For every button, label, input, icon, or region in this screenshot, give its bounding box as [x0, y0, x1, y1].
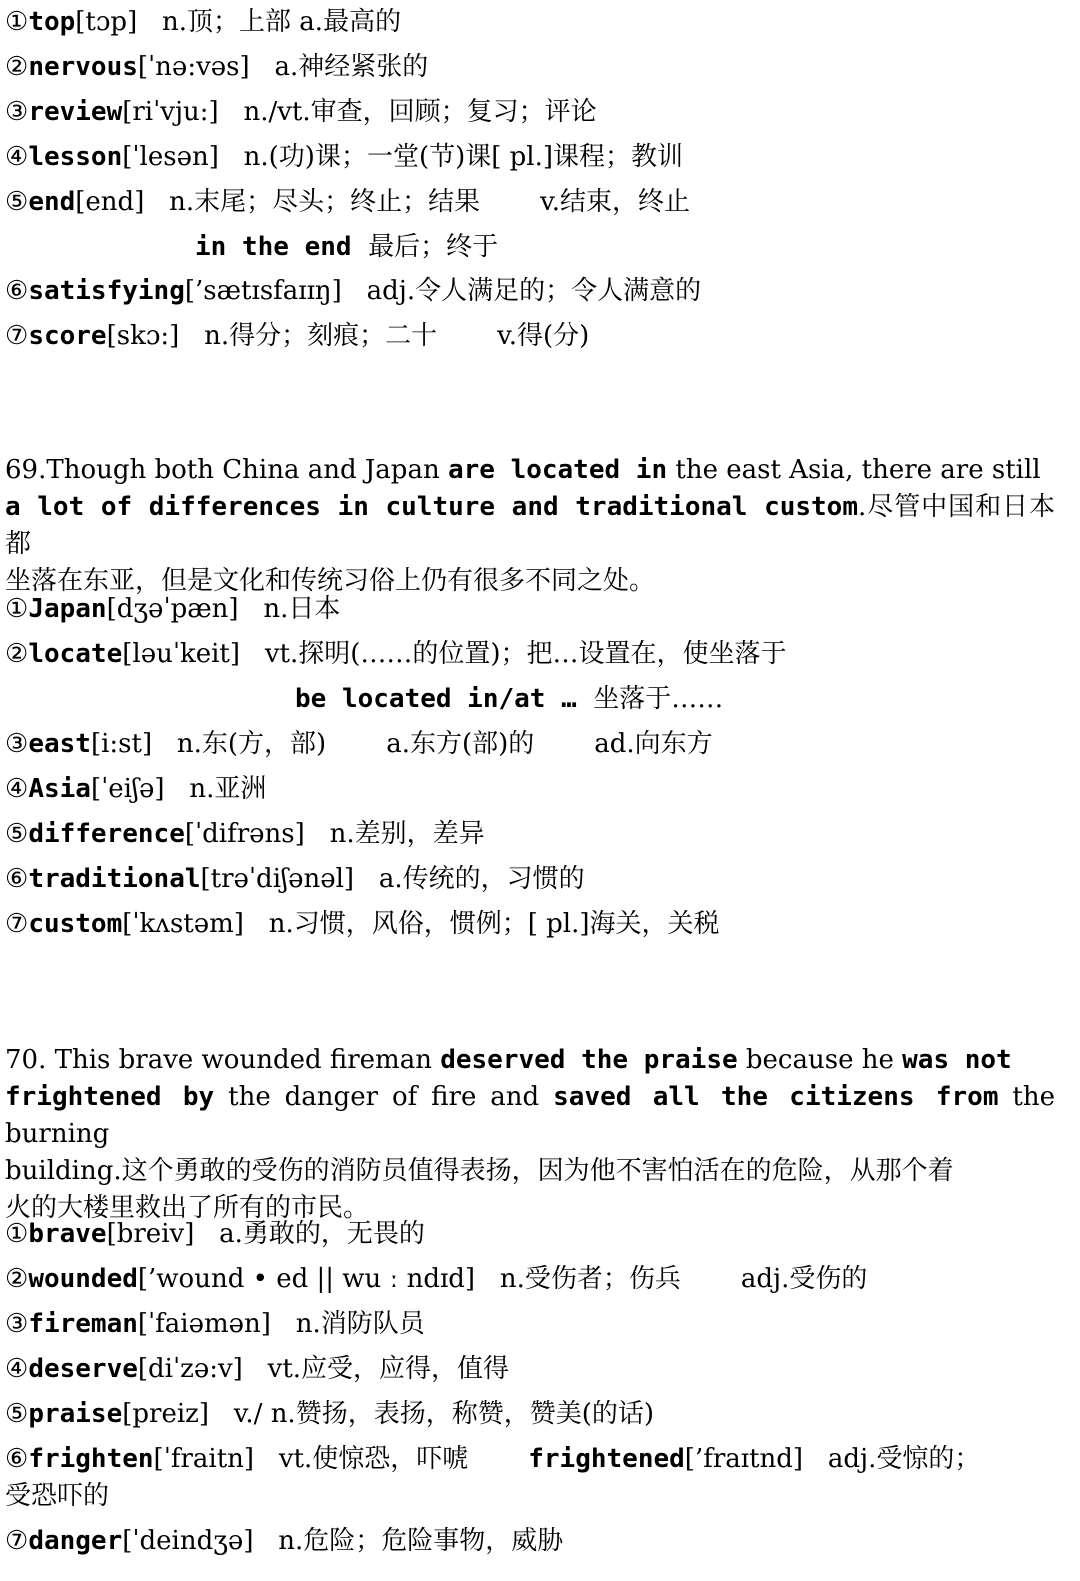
- entry-marker: ②: [5, 1264, 29, 1294]
- entry-word: fireman: [28, 1309, 138, 1339]
- entry-definition: adj.令人满足的；令人满意的: [366, 276, 702, 306]
- entry-word: praise: [28, 1399, 123, 1429]
- sentence-text: the east Asia, there are still: [667, 455, 1041, 485]
- sentence-text: This brave wounded fireman: [46, 1045, 441, 1075]
- entry-word: Asia: [28, 774, 91, 804]
- vocab-entry: [5, 277, 701, 307]
- entry-phonetic: [diˈzə:v]: [137, 1354, 243, 1384]
- entry-marker: ⑥: [5, 864, 29, 894]
- entry-definition: n.消防队员: [295, 1309, 425, 1339]
- vocab-entry: [5, 1445, 980, 1475]
- vocab-entry: [5, 865, 585, 895]
- entry-word: brave: [28, 1219, 107, 1249]
- phrase-entry: [195, 233, 498, 263]
- sentence-number: 70.: [5, 1045, 47, 1075]
- entry-word: danger: [28, 1526, 123, 1556]
- entry-marker: ⑦: [5, 321, 29, 351]
- entry-marker: ④: [5, 774, 29, 804]
- entry-phonetic: [dʒəˈpæn]: [106, 594, 239, 624]
- entry-phonetic: [riˈvju:]: [122, 97, 219, 127]
- entry-marker: ⑤: [5, 1399, 29, 1429]
- vocab-entry: [5, 143, 683, 173]
- sentence-text: because he: [737, 1045, 903, 1075]
- entry-marker: ⑦: [5, 909, 29, 939]
- key-phrase: deserved the praise: [440, 1045, 738, 1075]
- key-phrase: are located in: [447, 455, 668, 485]
- key-phrase: was not: [902, 1045, 1012, 1075]
- vocab-entry-continuation: [5, 1482, 109, 1512]
- entry-word-derived: frightened: [528, 1444, 685, 1474]
- phrase-definition: 最后；终于: [368, 232, 499, 262]
- vocab-entry: [5, 595, 340, 625]
- entry-word: deserve: [28, 1354, 138, 1384]
- sentence-translation: building.这个勇敢的受伤的消防员值得表扬，因为他不害怕活在的危险，从那个着: [5, 1156, 954, 1186]
- entry-definition: 受恐吓的: [5, 1481, 110, 1511]
- key-phrase: saved all the citizens from: [553, 1082, 999, 1112]
- entry-definition: n./vt.审查，回顾；复习；评论: [243, 97, 597, 127]
- entry-marker: ③: [5, 97, 29, 127]
- entry-definition-verb: v.得(分): [497, 321, 590, 351]
- phrase-entry: [295, 685, 723, 715]
- entry-word: custom: [28, 909, 123, 939]
- entry-word: wounded: [28, 1264, 138, 1294]
- entry-word: east: [28, 729, 91, 759]
- example-sentence-70: [5, 1042, 1055, 1227]
- vocab-entry: [5, 322, 589, 352]
- sentence-number: 69.: [5, 455, 47, 485]
- entry-phonetic: [i:st]: [90, 729, 153, 759]
- entry-definition: n.顶；上部 a.最高的: [162, 7, 402, 37]
- phrase-definition: 坐落于……: [593, 684, 724, 714]
- entry-phonetic: [tɔp]: [75, 7, 138, 37]
- vocab-entry: [5, 1265, 867, 1295]
- entry-marker: ④: [5, 1354, 29, 1384]
- entry-word: review: [28, 97, 123, 127]
- entry-word: difference: [28, 819, 185, 849]
- entry-word: traditional: [28, 864, 201, 894]
- entry-definition: n.东(方，部): [176, 729, 327, 759]
- entry-definition: a.神经紧张的: [274, 52, 429, 82]
- entry-phonetic: [ˈfaiəmən]: [137, 1309, 271, 1339]
- entry-phonetic: [ˈeiʃə]: [90, 774, 165, 804]
- entry-phonetic: [end]: [75, 187, 145, 217]
- entry-definition: a.勇敢的，无畏的: [219, 1219, 425, 1249]
- vocab-entry: [5, 98, 597, 128]
- vocab-entry: [5, 640, 787, 670]
- entry-phonetic: [trəˈdiʃənəl]: [200, 864, 355, 894]
- entry-definition-adj: a.东方(部)的: [386, 729, 535, 759]
- vocab-entry: [5, 1220, 425, 1250]
- entry-definition: n.危险；危险事物，威胁: [278, 1526, 564, 1556]
- entry-definition: v./ n.赞扬，表扬，称赞，赞美(的话): [233, 1399, 654, 1429]
- phrase-text: in the end: [195, 232, 352, 262]
- key-phrase: frightened by: [5, 1082, 215, 1112]
- sentence-translation: 火的大楼里救出了所有的市民。: [5, 1193, 370, 1223]
- entry-marker: ①: [5, 1219, 29, 1249]
- vocab-entry: [5, 730, 713, 760]
- vocab-entry: [5, 8, 401, 38]
- entry-definition: n.亚洲: [189, 774, 267, 804]
- vocab-entry: [5, 1355, 509, 1385]
- entry-word: Japan: [28, 594, 107, 624]
- vocab-entry: [5, 820, 485, 850]
- entry-word: top: [28, 7, 76, 37]
- entry-phonetic: [’sætɪsfaɪɪŋ]: [184, 276, 342, 306]
- entry-marker: ⑤: [5, 819, 29, 849]
- vocab-entry: [5, 1527, 563, 1557]
- entry-marker: ③: [5, 1309, 29, 1339]
- entry-definition: n.习惯，风俗，惯例；[ pl.]海关，关税: [268, 909, 720, 939]
- entry-phonetic: [preiz]: [122, 1399, 209, 1429]
- entry-word: frighten: [28, 1444, 154, 1474]
- entry-definition: vt.应受，应得，值得: [267, 1354, 510, 1384]
- entry-marker: ③: [5, 729, 29, 759]
- entry-word: satisfying: [28, 276, 185, 306]
- entry-phonetic: [ˈkʌstəm]: [122, 909, 244, 939]
- entry-definition: n.(功)课；一堂(节)课[ pl.]课程；教训: [243, 142, 684, 172]
- entry-definition: vt.探明(……的位置)；把…设置在，使坐落于: [264, 639, 787, 669]
- entry-marker: ①: [5, 594, 29, 624]
- entry-word: score: [28, 321, 107, 351]
- entry-phonetic: [’wound • ed || wu ː ndɪd]: [137, 1264, 476, 1294]
- entry-definition: adj.受惊的；: [827, 1444, 981, 1474]
- vocab-entry: [5, 1400, 654, 1430]
- entry-phonetic: [ˈdeindʒə]: [122, 1526, 254, 1556]
- entry-phonetic: [’fraɪtnd]: [684, 1444, 804, 1474]
- entry-definition: vt.使惊恐，吓唬: [278, 1444, 469, 1474]
- entry-marker: ⑥: [5, 276, 29, 306]
- vocab-entry: [5, 775, 266, 805]
- entry-marker: ⑦: [5, 1526, 29, 1556]
- entry-marker: ④: [5, 142, 29, 172]
- vocab-entry: [5, 910, 720, 940]
- entry-word: locate: [28, 639, 123, 669]
- entry-phonetic: [ˈnə:vəs]: [137, 52, 250, 82]
- entry-definition: n.差别，差异: [329, 819, 485, 849]
- entry-definition: n.受伤者；伤兵: [499, 1264, 681, 1294]
- entry-phonetic: [breiv]: [106, 1219, 195, 1249]
- entry-marker: ⑥: [5, 1444, 29, 1474]
- sentence-text: the burning: [5, 1082, 1055, 1149]
- entry-phonetic: [skɔ:]: [106, 321, 180, 351]
- entry-word: lesson: [28, 142, 123, 172]
- entry-phonetic: [ˈlesən]: [122, 142, 219, 172]
- entry-marker: ①: [5, 7, 29, 37]
- entry-marker: ②: [5, 639, 29, 669]
- vocab-entry: [5, 1310, 425, 1340]
- entry-marker: ②: [5, 52, 29, 82]
- entry-definition: a.传统的，习惯的: [378, 864, 585, 894]
- entry-definition-adj: adj.受伤的: [740, 1264, 868, 1294]
- entry-definition-verb: v.结束，终止: [540, 187, 691, 217]
- vocab-entry: [5, 53, 428, 83]
- entry-marker: ⑤: [5, 187, 29, 217]
- vocab-entry: [5, 188, 690, 218]
- sentence-translation: .尽管中国和日本都: [5, 492, 1056, 559]
- entry-word: end: [28, 187, 76, 217]
- phrase-text: be located in/at …: [295, 684, 577, 714]
- entry-definition: n.日本: [263, 594, 341, 624]
- example-sentence-69: [5, 452, 1055, 600]
- entry-phonetic: [ˈfraitn]: [153, 1444, 255, 1474]
- entry-word: nervous: [28, 52, 138, 82]
- key-phrase: a lot of differences in culture and traditional custom: [5, 492, 858, 522]
- entry-phonetic: [ləuˈkeit]: [122, 639, 241, 669]
- entry-phonetic: [ˈdifrəns]: [184, 819, 305, 849]
- sentence-text: the danger of fire and: [214, 1082, 554, 1112]
- entry-definition-adv: ad.向东方: [594, 729, 713, 759]
- sentence-translation: 坐落在东亚，但是文化和传统习俗上仍有很多不同之处。: [5, 566, 656, 596]
- entry-definition: n.末尾；尽头；终止；结果: [169, 187, 481, 217]
- sentence-text: Though both China and Japan: [46, 455, 448, 485]
- entry-definition: n.得分；刻痕；二十: [204, 321, 438, 351]
